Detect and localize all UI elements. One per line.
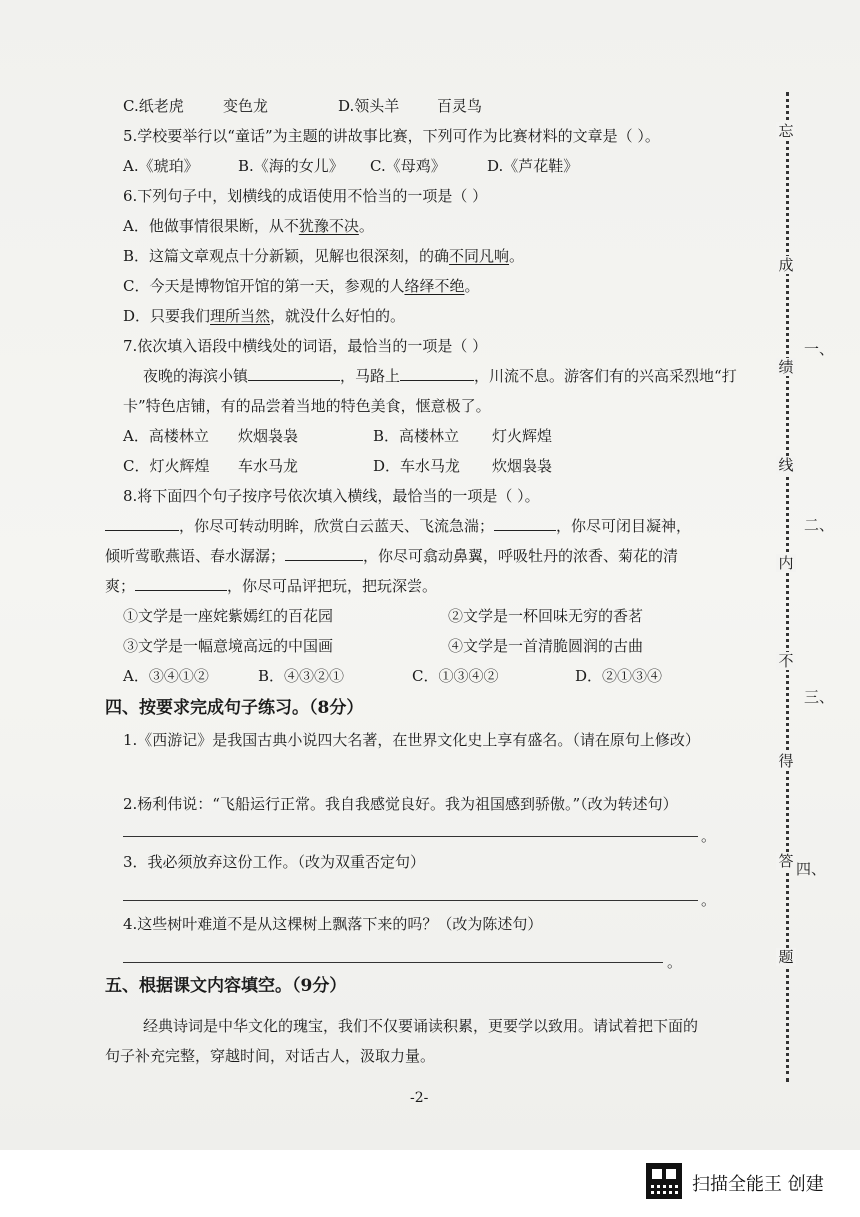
q5-option-d: D.《芦花鞋》: [487, 157, 579, 175]
q7-option-c-word1: C．灯火辉煌: [123, 457, 210, 475]
q8-line1: ，你尽可转动明眸，欣赏白云蓝天、飞流急湍； ，你尽可闭目凝神，: [105, 516, 691, 536]
qr-code-icon: [646, 1163, 682, 1199]
q8-option-d: D．②①③④: [575, 667, 663, 685]
q8-option-a: A．③④①②: [123, 667, 209, 685]
q7-paragraph-line2: 卡”特色店铺，有的品尝着当地的特色美食，惬意极了。: [123, 397, 491, 415]
q7-paragraph-line1: 夜晚的海滨小镇 ，马路上 ，川流不息。游客们有的兴高采烈地“打: [143, 367, 737, 385]
binding-dotted-line: [786, 92, 789, 1082]
q7-option-c-word2: 车水马龙: [238, 457, 299, 475]
binding-char-1: 成: [776, 256, 796, 274]
section4-q1: 1.《西游记》是我国古典小说四大名著，在世界文化史上享有盛名。（请在原句上修改）: [123, 731, 700, 749]
q5-option-b: B.《海的女儿》: [238, 157, 344, 175]
q8-sentence-4: ④文学是一首清脆圆润的古曲: [448, 637, 644, 655]
section4-q2-answer-line[interactable]: [123, 836, 698, 837]
q8-line3: 爽； ，你尽可品评把玩，把玩深尝。: [105, 577, 438, 595]
q5-option-c: C.《母鸡》: [370, 157, 446, 175]
section4-q3: 3．我必须放弃这份工作。（改为双重否定句）: [123, 853, 426, 871]
watermark-text: 扫描全能王 创建: [692, 1174, 824, 1195]
binding-top-char: 忘: [776, 122, 796, 140]
section4-heading: 四、按要求完成句子练习。（8分）: [105, 698, 364, 718]
section4-q4-answer-line[interactable]: [123, 962, 663, 963]
side-number-2: 二、: [804, 516, 835, 534]
binding-char-4: 内: [776, 554, 796, 572]
q8-sentence-1: ①文学是一座姹紫嫣红的百花园: [123, 607, 334, 625]
q4-option-d: D.领头羊: [338, 97, 400, 115]
q7-option-b-word2: 灯火辉煌: [492, 427, 553, 445]
section4-q2: 2.杨利伟说：“飞船运行正常。我自我感觉良好。我为祖国感到骄傲。”（改为转述句）: [123, 795, 678, 813]
section4-q4-period: 。: [667, 953, 683, 971]
q7-blank-1[interactable]: [248, 366, 340, 381]
q8-blank-4[interactable]: [135, 576, 227, 591]
page-number: -2-: [410, 1090, 429, 1106]
section4-q3-period: 。: [701, 891, 717, 909]
q7-option-d-word1: D．车水马龙: [373, 457, 461, 475]
q4-option-c-second: 变色龙: [223, 97, 269, 115]
q7-blank-2[interactable]: [400, 366, 474, 381]
q5-option-a: A.《琥珀》: [123, 157, 199, 175]
binding-char-7: 答: [776, 852, 796, 870]
binding-char-8: 题: [776, 948, 796, 966]
q8-line2: 倾听莺歌燕语、春水潺潺； ，你尽可翕动鼻翼，呼吸牡丹的浓香、菊花的清: [105, 547, 679, 565]
section4-q2-period: 。: [701, 827, 717, 845]
binding-char-5: 不: [776, 652, 796, 670]
q7-option-d-word2: 炊烟袅袅: [492, 457, 553, 475]
q6-option-b: B．这篇文章观点十分新颖，见解也很深刻，的确不同凡响。: [123, 247, 525, 265]
section5-paragraph-line2: 句子补充完整，穿越时间，对话古人，汲取力量。: [105, 1047, 436, 1065]
side-number-4: 四、: [796, 860, 827, 878]
q7-stem: 7.依次填入语段中横线处的词语，最恰当的一项是（ ）: [123, 337, 488, 355]
section4-q4: 4.这些树叶难道不是从这棵树上飘落下来的吗？（改为陈述句）: [123, 915, 543, 933]
q8-sentence-2: ②文学是一杯回味无穷的香茗: [448, 607, 644, 625]
q4-option-c: C.纸老虎: [123, 97, 184, 115]
q7-option-a-word2: 炊烟袅袅: [238, 427, 299, 445]
q6-option-c: C．今天是博物馆开馆的第一天，参观的人络绎不绝。: [123, 277, 480, 295]
binding-char-2: 绩: [776, 358, 796, 376]
q6-stem: 6.下列句子中，划横线的成语使用不恰当的一项是（ ）: [123, 187, 488, 205]
q6-option-a: A．他做事情很果断，从不犹豫不决。: [123, 217, 374, 235]
q8-stem: 8.将下面四个句子按序号依次填入横线，最恰当的一项是（ ）。: [123, 487, 540, 505]
q8-blank-3[interactable]: [285, 546, 363, 561]
q8-blank-2[interactable]: [494, 516, 556, 531]
side-number-1: 一、: [804, 340, 835, 358]
section5-heading: 五、根据课文内容填空。（9分）: [105, 976, 347, 996]
side-number-3: 三、: [804, 688, 835, 706]
binding-char-6: 得: [776, 752, 796, 770]
q8-blank-1[interactable]: [105, 516, 179, 531]
q5-stem: 5.学校要举行以“童话”为主题的讲故事比赛，下列可作为比赛材料的文章是（ ）。: [123, 127, 660, 145]
q6-option-d: D．只要我们理所当然，就没什么好怕的。: [123, 307, 406, 325]
q8-option-c: C．①③④②: [412, 667, 499, 685]
q8-option-b: B．④③②①: [258, 667, 345, 685]
section5-paragraph-line1: 经典诗词是中华文化的瑰宝，我们不仅要诵读积累，更要学以致用。请试着把下面的: [143, 1017, 699, 1035]
q7-option-a-word1: A．高楼林立: [123, 427, 209, 445]
section4-q3-answer-line[interactable]: [123, 900, 698, 901]
binding-char-3: 线: [776, 456, 796, 474]
q4-option-d-second: 百灵鸟: [437, 97, 483, 115]
q7-option-b-word1: B．高楼林立: [373, 427, 460, 445]
q8-sentence-3: ③文学是一幅意境高远的中国画: [123, 637, 334, 655]
